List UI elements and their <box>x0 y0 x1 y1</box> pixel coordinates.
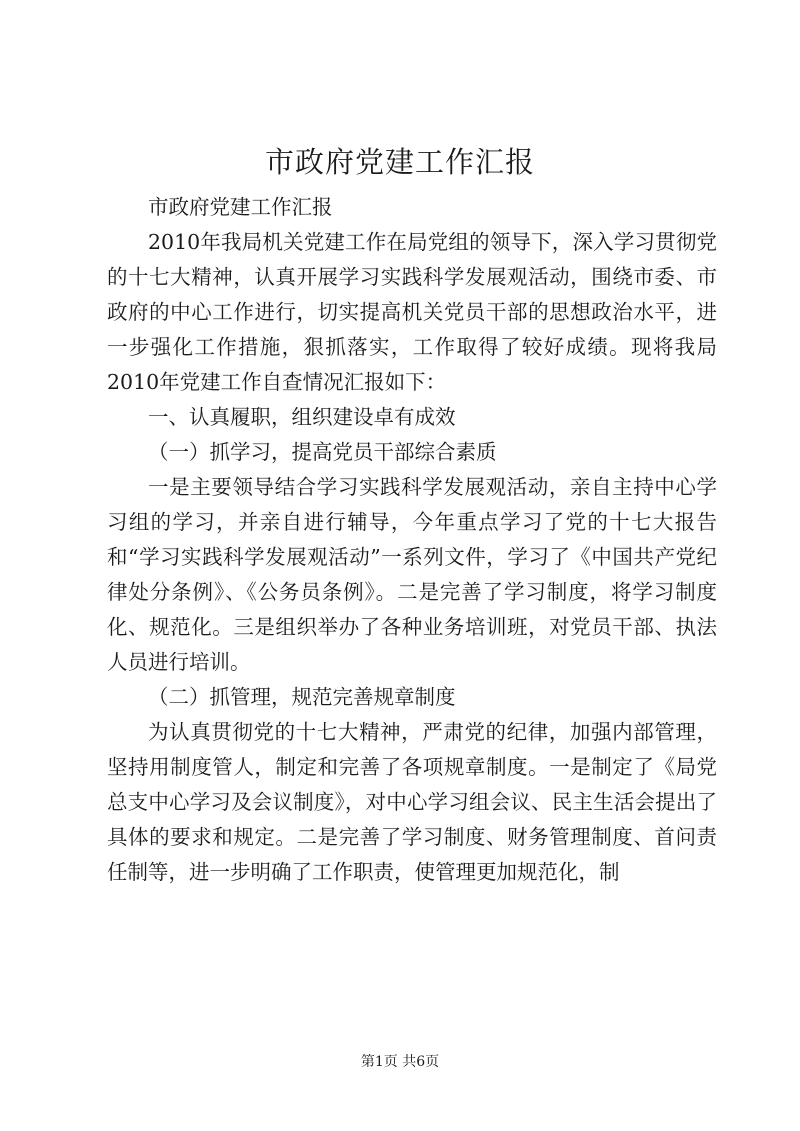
document-body <box>107 190 717 890</box>
page-footer: 第1页 共6页 <box>360 1054 440 1070</box>
document-title: 市政府党建工作汇报 <box>264 145 535 179</box>
subtitle-paragraph: 市政府党建工作汇报 <box>148 195 333 219</box>
intro-paragraph: 2010年我局机关党建工作在局党组的领导下，深入学习贯彻党的十七大精神，认真开展学习实践科学发展观活动，围绕市委、市政府的中心工作进行，切实提高机关党员干部的思想政治水平，进一步强化工作措施，狠抓落实，工作取得了较好成绩。现将我局2010年党建工作自查情况汇报如下： <box>107 230 717 394</box>
section-heading-1: 一、认真履职，组织建设卓有成效 <box>148 405 456 429</box>
management-paragraph: 为认真贯彻党的十七大精神，严肃党的纪律，加强内部管理，坚持用制度管人，制定和完善了各项规章制度。一是制定了《局党总支中心学习及会议制度》，对中心学习组会议、民主生活会提出了具体的要求和规定。二是完善了学习制度、财务管理制度、首问责任制等，进一步明确了工作职责，使管理更加规范化，制 <box>107 720 717 884</box>
study-paragraph: 一是主要领导结合学习实践科学发展观活动，亲自主持中心学习组的学习，并亲自进行辅导，今年重点学习了党的十七大报告和“学习实践科学发展观活动”一系列文件，学习了《中国共产党纪律处分条例》、《公务员条例》。二是完善了学习制度，将学习制度化、规范化。三是组织举办了各种业务培训班，对党员干部、执法人员进行培训。 <box>107 475 717 674</box>
subsection-heading-2: （二）抓管理，规范完善规章制度 <box>148 685 456 709</box>
subsection-heading-1: （一）抓学习，提高党员干部综合素质 <box>148 440 497 464</box>
